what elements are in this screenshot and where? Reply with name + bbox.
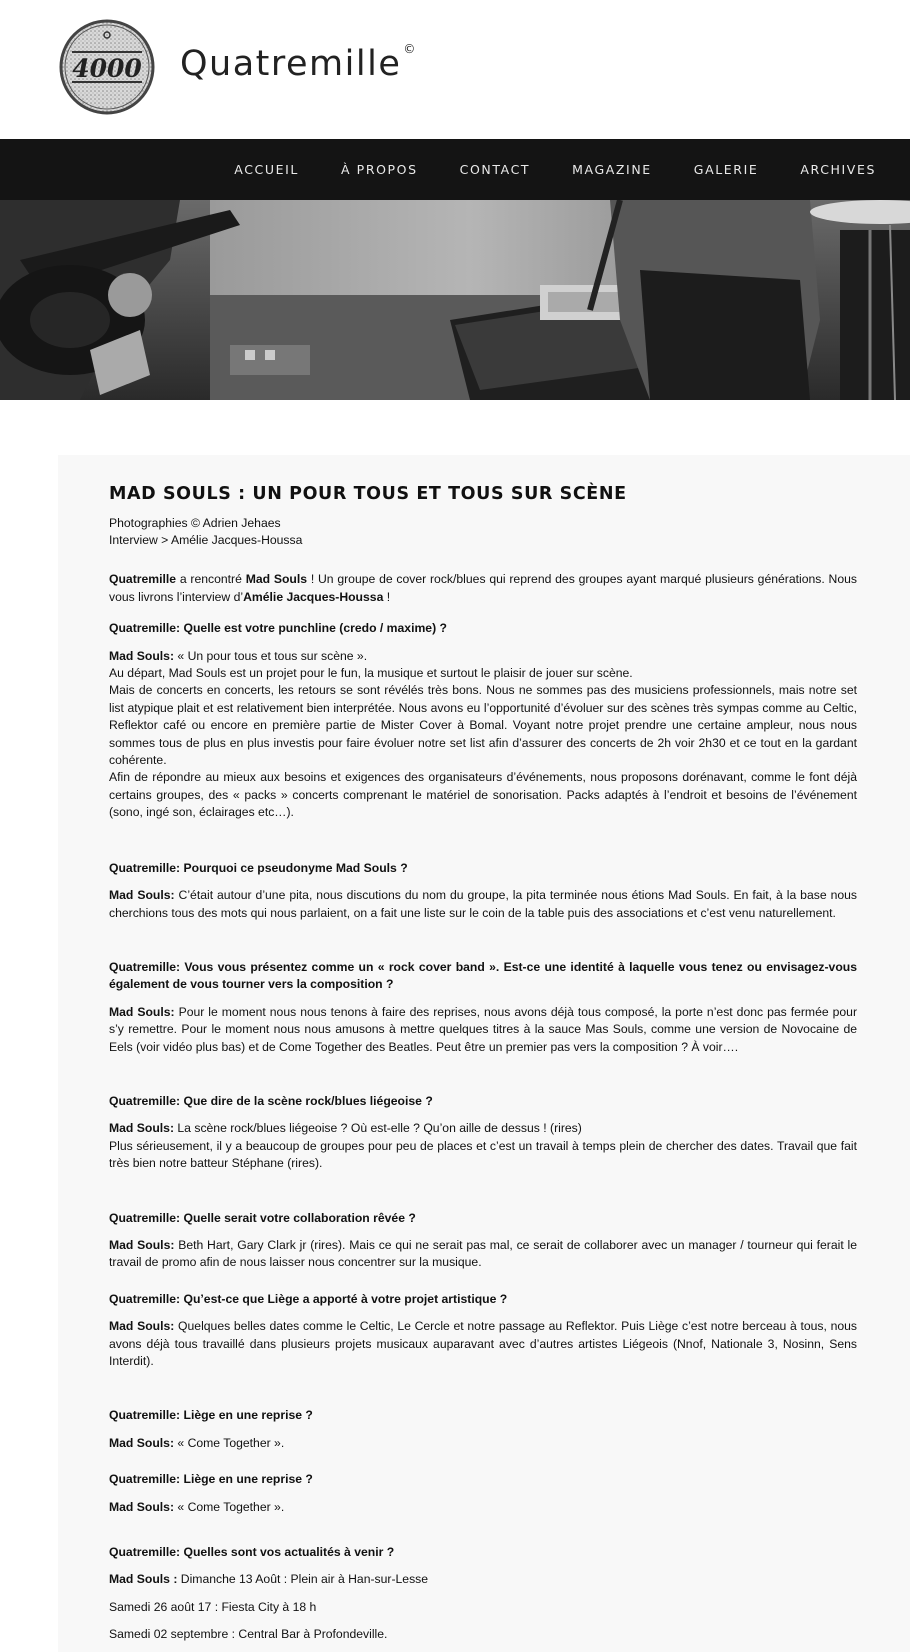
question-6: Quatremille: Qu’est-ce que Liège a apporté à votre projet artistique ? (109, 1291, 508, 1306)
answer-6: Mad Souls: Quelques belles dates comme le Celtic, Le Cercle et notre passage au Reflektor. Puis Liège c’est notre berceau à tous, nous avons déjà tous travaillé dans plusieurs projets musicaux auparavant avec d’autres artistes Liégeois (Nnof, Nationale 3, Nosinn, Sens Interdit). (109, 1319, 857, 1368)
article-title: MAD SOULS : UN POUR TOUS ET TOUS SUR SCÈNE (109, 484, 627, 504)
answer-3: Mad Souls: Pour le moment nous nous tenons à faire des reprises, nous avons déjà tous composé, la porte n’est donc pas fermée pour s’y remettre. Pour le moment nous nous amusons à mettre quelques titres à la sauce Mas Souls, comme une version de Novocaine de Eels (voir vidéo plus bas) et de Come Together des Beatles. Peut être un premier pas vers la composition ? À voir…. (109, 1004, 857, 1054)
article-body (109, 486, 857, 1644)
copyright-mark: © (403, 42, 416, 56)
answer-1-line-2: Au départ, Mad Souls est un projet pour le fun, la musique et surtout le plaisir de jouer sur scène. (109, 666, 633, 681)
nav-item-a-propos[interactable]: À PROPOS (340, 162, 418, 177)
answer-8: Mad Souls: « Come Together ». (109, 1499, 285, 1514)
nav-item-magazine[interactable]: MAGAZINE (572, 162, 652, 177)
answer-2: Mad Souls: C’était autour d’une pita, nous discutions du nom du groupe, la pita terminée nous étions Mad Souls. En fait, à la base nous cherchions tous des mots qui nous parlaient, on a fait une liste sur le coin de la table puis des associations et c’est venu naturellement. (109, 888, 857, 920)
site-header (0, 0, 910, 139)
question-3: Quatremille: Vous vous présentez comme un « rock cover band ». Est-ce une identité à laquelle vous tenez ou envisagez-vous également de vous tourner vers la composition ? (109, 959, 857, 992)
logo-text: 4000 (72, 54, 142, 83)
question-5: Quatremille: Quelle serait votre collaboration rêvée ? (109, 1210, 416, 1225)
credit-photos: Photographies © Adrien Jehaes (109, 516, 281, 531)
question-2: Quatremille: Pourquoi ce pseudonyme Mad Souls ? (109, 860, 408, 875)
nav-item-accueil[interactable]: ACCUEIL (234, 162, 299, 177)
article-intro: Quatremille a rencontré Mad Souls ! Un groupe de cover rock/blues qui reprend des groupes ayant marqué plusieurs générations. Nous vous livrons l’interview d’Amélie Jacques-Houssa ! (109, 572, 857, 604)
article-container (58, 455, 910, 1652)
brand-title: Quatremille (180, 44, 402, 84)
article-credits (109, 515, 857, 549)
event-date-3: Samedi 02 septembre : Central Bar à Profondeville. (109, 1627, 388, 1642)
answer-1-line-3: Mais de concerts en concerts, les retours se sont révélés très bons. Nous ne sommes pas des musiciens professionnels, mais notre set list atypique plait et est relativement bien interprétée. Nous avons eu l’opportunité d’évoluer sur des scènes très sympas comme au Celtic, Reflektor café ou encore en première partie de Mister Cover à Bomal. Voyant notre projet prendre une certaine ampleur, nous nous sommes tous de plus en plus investis pour faire évoluer notre set list afin d’assurer des concerts de 2h voir 2h30 et ce tout en la gardant cohérente. (109, 683, 857, 768)
answer-4: Mad Souls: La scène rock/blues liégeoise ? Où est-elle ? Qu’on aille de dessus ! (rires) (109, 1121, 582, 1136)
main-nav (0, 139, 910, 200)
concert-photo (0, 200, 910, 400)
answer-4-line-2: Plus sérieusement, il y a beaucoup de groupes pour peu de places et c’est un travail à temps plein de chercher des dates. Travail que fait très bien notre batteur Stéphane (rires). (109, 1138, 857, 1171)
answer-7: Mad Souls: « Come Together ». (109, 1435, 285, 1450)
answer-1: Mad Souls: « Un pour tous et tous sur scène ». (109, 648, 368, 663)
nav-item-archives[interactable]: ARCHIVES (800, 162, 876, 177)
nav-item-contact[interactable]: CONTACT (459, 162, 531, 177)
answer-5: Mad Souls: Beth Hart, Gary Clark jr (rires). Mais ce qui ne serait pas mal, ce serait de collaborer avec un manager / tourneur qui ferait le travail de promo afin de nous laisser nous concentrer sur la musique. (109, 1237, 857, 1270)
nav-item-galerie[interactable]: GALERIE (693, 162, 759, 177)
brand-name[interactable] (180, 42, 416, 84)
answer-1-line-4: Afin de répondre au mieux aux besoins et exigences des organisateurs d’événements, nous proposons dorénavant, comme le font déjà certains groupes, des « packs » concerts comprenant le matériel de sonorisation. Packs adaptés à l’endroit et besoins de l’événement (sono, ingé son, éclairages etc…). (109, 770, 857, 820)
event-date-2: Samedi 26 août 17 : Fiesta City à 18 h (109, 1599, 317, 1614)
question-7: Quatremille: Liège en une reprise ? (109, 1408, 313, 1423)
credit-interview: Interview > Amélie Jacques-Houssa (109, 533, 303, 548)
question-8: Quatremille: Liège en une reprise ? (109, 1472, 313, 1487)
question-9: Quatremille: Quelles sont vos actualités à venir ? (109, 1545, 395, 1560)
hero-photo (0, 200, 910, 400)
question-1: Quatremille: Quelle est votre punchline (credo / maxime) ? (109, 621, 447, 636)
question-4: Quatremille: Que dire de la scène rock/blues liégeoise ? (109, 1093, 433, 1108)
brand-logo[interactable] (58, 18, 156, 116)
answer-9: Mad Souls : Dimanche 13 Août : Plein air à Han-sur-Lesse (109, 1572, 429, 1587)
